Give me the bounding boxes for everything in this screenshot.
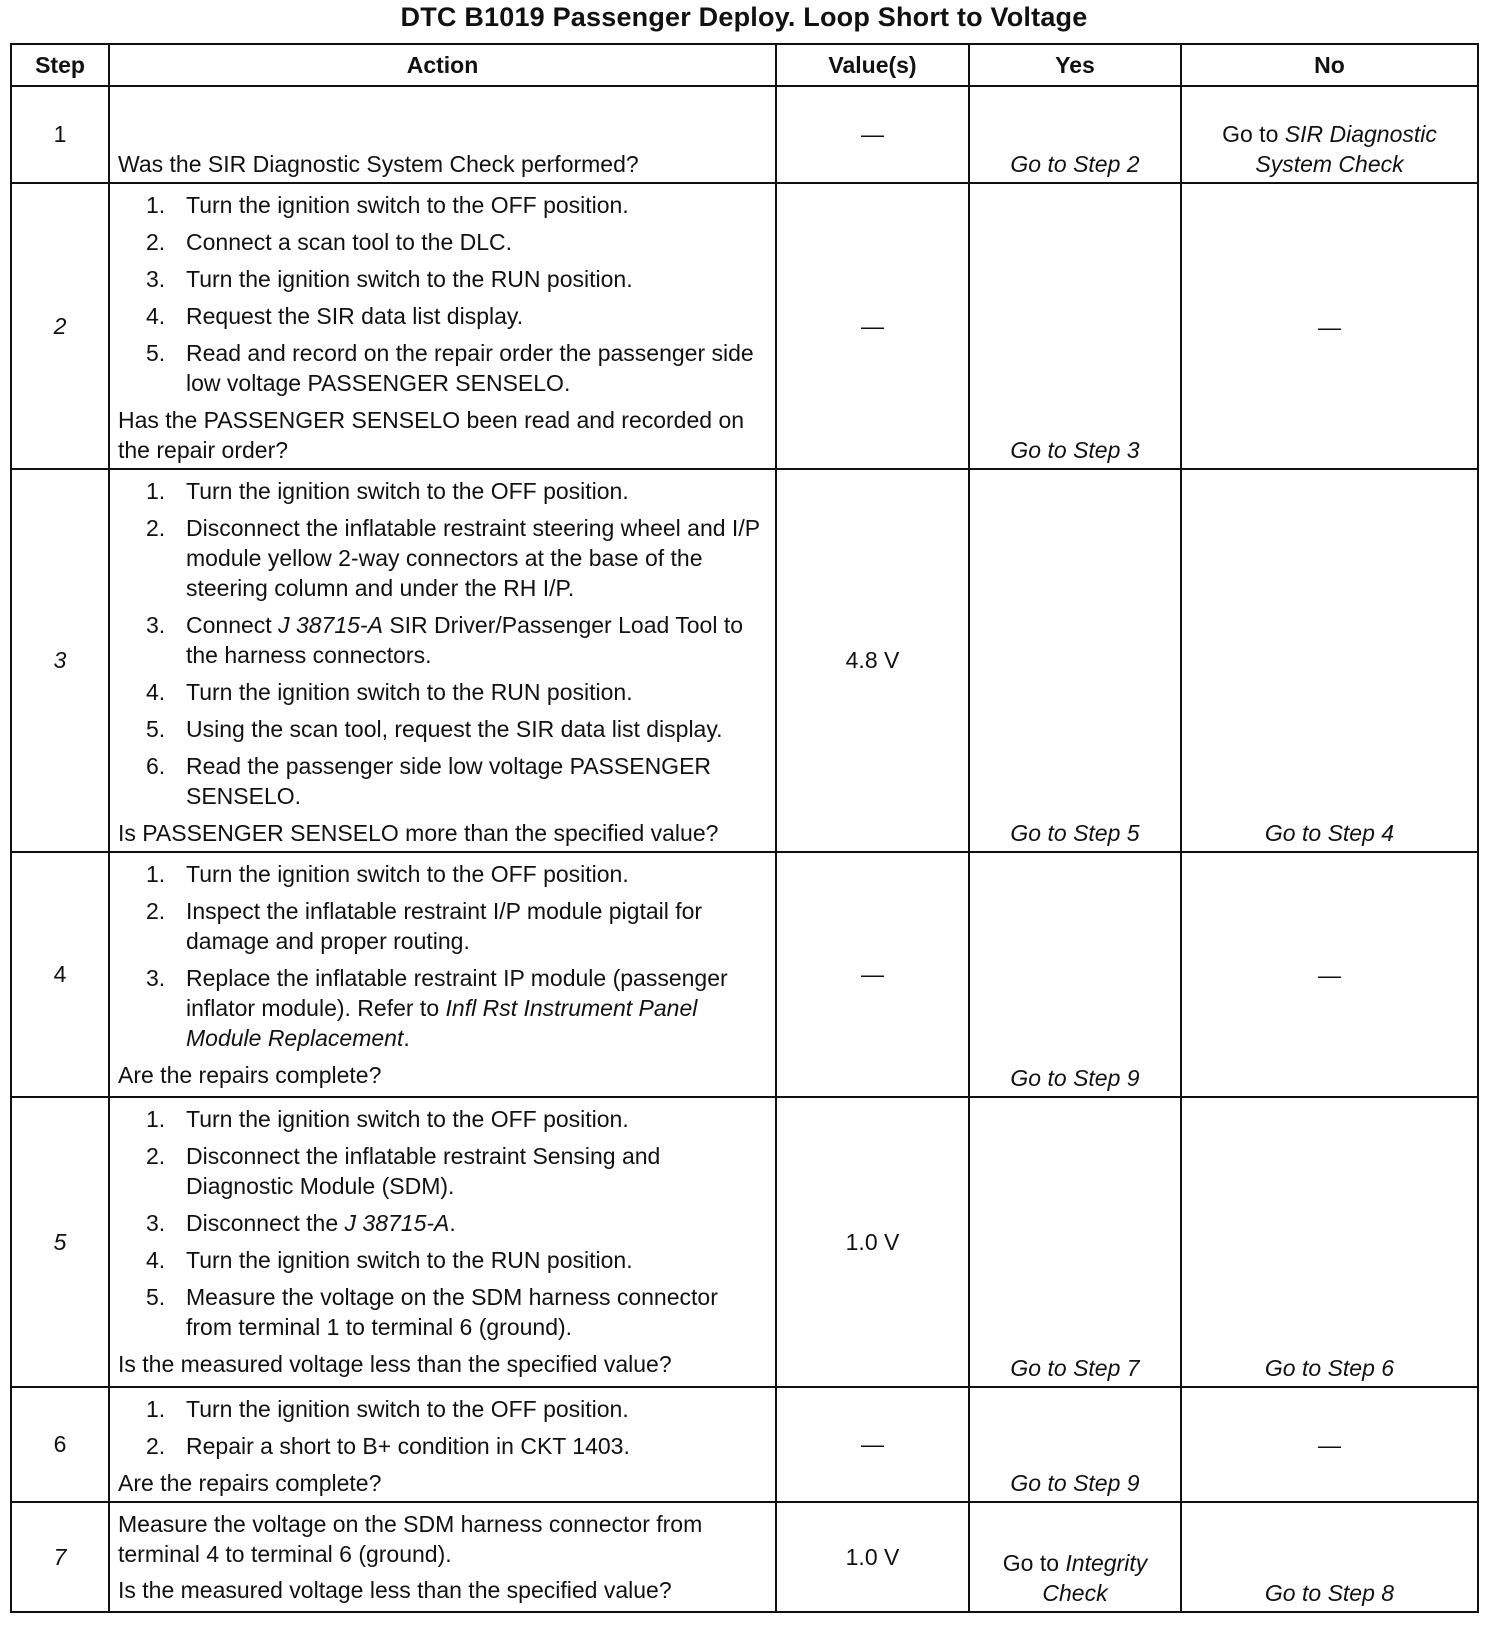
list-item: 5. Using the scan tool, request the SIR data list display. bbox=[146, 716, 723, 742]
value-cell bbox=[776, 86, 969, 183]
table-row bbox=[11, 1502, 1478, 1612]
yes-cell bbox=[969, 469, 1181, 852]
value-text: 4.8 V bbox=[845, 647, 900, 673]
action-cell bbox=[109, 86, 776, 183]
list-item: 5. Measure the voltage on the SDM harness connector from terminal 1 to terminal 6 (ground). bbox=[146, 1284, 718, 1340]
yes-cell bbox=[969, 86, 1181, 183]
list-item: 1. Turn the ignition switch to the OFF position. bbox=[146, 1106, 629, 1132]
no-cell bbox=[1181, 183, 1478, 469]
action-cell bbox=[109, 1502, 776, 1612]
value-text: — bbox=[861, 1431, 884, 1457]
table-row bbox=[11, 852, 1478, 1097]
list-item: 6. Read the passenger side low voltage PASSENGER SENSELO. bbox=[146, 753, 712, 809]
list-item: 1. Turn the ignition switch to the OFF position. bbox=[146, 1396, 629, 1422]
action-cell bbox=[109, 469, 776, 852]
table-header-row bbox=[11, 44, 1478, 86]
page-title: DTC B1019 Passenger Deploy. Loop Short to Voltage bbox=[400, 2, 1088, 32]
question-text: Was the SIR Diagnostic System Check performed? bbox=[118, 151, 639, 177]
value-cell bbox=[776, 469, 969, 852]
no-link[interactable]: Go to Step 4 bbox=[1264, 820, 1395, 846]
yes-link[interactable]: Integrity Check bbox=[1042, 1550, 1148, 1606]
list-item: 1. Turn the ignition switch to the OFF position. bbox=[146, 192, 629, 218]
yes-link[interactable]: Go to Step 2 bbox=[1010, 151, 1140, 177]
no-cell bbox=[1181, 1387, 1478, 1502]
tool-name: J 38715-A bbox=[278, 612, 383, 638]
list-item: 2. Inspect the inflatable restraint I/P module pigtail for damage and proper routing. bbox=[146, 898, 703, 954]
list-item: 3. Connect J 38715-A SIR Driver/Passenger Load Tool to the harness connectors. bbox=[146, 612, 744, 668]
list-item: 2. Connect a scan tool to the DLC. bbox=[146, 229, 513, 255]
value-text: — bbox=[861, 312, 884, 339]
value-text: 1.0 V bbox=[845, 1228, 900, 1255]
value-text: — bbox=[861, 961, 884, 987]
no-link[interactable]: SIR Diagnostic System Check bbox=[1255, 121, 1437, 177]
header-step: Step bbox=[11, 44, 109, 86]
yes-link[interactable]: Go to Step 9 bbox=[1010, 1065, 1140, 1091]
tool-name: J 38715-A bbox=[344, 1210, 450, 1236]
table-row bbox=[11, 183, 1478, 469]
step-number: 2 bbox=[11, 183, 109, 469]
table-row bbox=[11, 86, 1478, 183]
action-cell bbox=[109, 1387, 776, 1502]
yes-cell bbox=[969, 852, 1181, 1097]
yes-cell bbox=[969, 1502, 1181, 1612]
value-text: 1.0 V bbox=[845, 1543, 900, 1570]
no-cell bbox=[1181, 852, 1478, 1097]
list-item: 4. Turn the ignition switch to the RUN position. bbox=[146, 679, 633, 705]
table-row bbox=[11, 1387, 1478, 1502]
header-no: No bbox=[1181, 44, 1478, 86]
step-number: 5 bbox=[11, 1097, 109, 1387]
header-action: Action bbox=[109, 44, 776, 86]
question-text: Are the repairs complete? bbox=[118, 1470, 382, 1496]
question-text: Has the PASSENGER SENSELO been read and recorded on the repair order? bbox=[118, 407, 745, 463]
list-item: 2. Disconnect the inflatable restraint steering wheel and I/P module yellow 2-way connectors at the base of the steering column and under the RH I/P. bbox=[146, 515, 760, 601]
question-text: Is the measured voltage less than the specified value? bbox=[118, 1351, 672, 1377]
yes-link[interactable]: Go to Step 9 bbox=[1010, 1470, 1140, 1496]
value-cell bbox=[776, 1502, 969, 1612]
question-text: Is PASSENGER SENSELO more than the specified value? bbox=[118, 820, 719, 846]
yes-link[interactable]: Go to Step 7 bbox=[1010, 1355, 1140, 1381]
table-row bbox=[11, 1097, 1478, 1387]
list-item: 3. Disconnect the J 38715-A. bbox=[146, 1210, 456, 1236]
reference-link[interactable]: Infl Rst Instrument Panel Module Replacement bbox=[186, 995, 698, 1051]
yes-link[interactable]: Go to Step 3 bbox=[1010, 437, 1140, 463]
header-values: Value(s) bbox=[776, 44, 969, 86]
list-item: 5. Read and record on the repair order the passenger side low voltage PASSENGER SENSELO. bbox=[146, 340, 754, 396]
list-item: 2. Repair a short to B+ condition in CKT 1403. bbox=[146, 1433, 630, 1459]
no-cell bbox=[1181, 86, 1478, 183]
no-cell bbox=[1181, 1502, 1478, 1612]
action-cell bbox=[109, 852, 776, 1097]
action-cell bbox=[109, 1097, 776, 1387]
header-yes: Yes bbox=[969, 44, 1181, 86]
diagnostic-table bbox=[10, 43, 1479, 1613]
step-number: 4 bbox=[11, 852, 109, 1097]
list-item: 4. Turn the ignition switch to the RUN position. bbox=[146, 1247, 633, 1273]
step-number: 7 bbox=[11, 1502, 109, 1612]
no-text: — bbox=[1318, 962, 1341, 988]
no-cell bbox=[1181, 469, 1478, 852]
value-cell bbox=[776, 1387, 969, 1502]
list-item: 1. Turn the ignition switch to the OFF position. bbox=[146, 861, 629, 887]
list-item: 2. Disconnect the inflatable restraint Sensing and Diagnostic Module (SDM). bbox=[146, 1143, 661, 1199]
value-cell bbox=[776, 852, 969, 1097]
yes-cell bbox=[969, 1387, 1181, 1502]
no-cell bbox=[1181, 1097, 1478, 1387]
no-link[interactable]: Go to Step 8 bbox=[1264, 1580, 1395, 1606]
no-text: — bbox=[1318, 313, 1341, 340]
action-text: Measure the voltage on the SDM harness connector from terminal 4 to terminal 6 (ground). bbox=[118, 1511, 703, 1567]
value-cell bbox=[776, 1097, 969, 1387]
list-item: 1. Turn the ignition switch to the OFF position. bbox=[146, 478, 629, 504]
question-text: Are the repairs complete? bbox=[118, 1062, 382, 1088]
no-link[interactable]: Go to Step 6 bbox=[1264, 1355, 1395, 1381]
no-text: — bbox=[1318, 1432, 1341, 1458]
step-number: 6 bbox=[11, 1387, 109, 1502]
value-text: — bbox=[861, 121, 884, 147]
list-item: 4. Request the SIR data list display. bbox=[146, 303, 524, 329]
yes-cell bbox=[969, 183, 1181, 469]
step-number: 3 bbox=[11, 469, 109, 852]
yes-cell bbox=[969, 1097, 1181, 1387]
value-cell bbox=[776, 183, 969, 469]
action-cell bbox=[109, 183, 776, 469]
question-text: Is the measured voltage less than the specified value? bbox=[118, 1577, 672, 1603]
yes-link[interactable]: Go to Step 5 bbox=[1010, 820, 1140, 846]
step-number: 1 bbox=[11, 86, 109, 183]
list-item: 3. Replace the inflatable restraint IP module (passenger inflator module). Refer to Infl Rst Instrument Panel Module Replacement. bbox=[146, 965, 728, 1051]
list-item: 3. Turn the ignition switch to the RUN position. bbox=[146, 266, 633, 292]
no-prefix: Go to bbox=[1222, 121, 1279, 147]
yes-prefix: Go to bbox=[1002, 1550, 1060, 1576]
table-row bbox=[11, 469, 1478, 852]
